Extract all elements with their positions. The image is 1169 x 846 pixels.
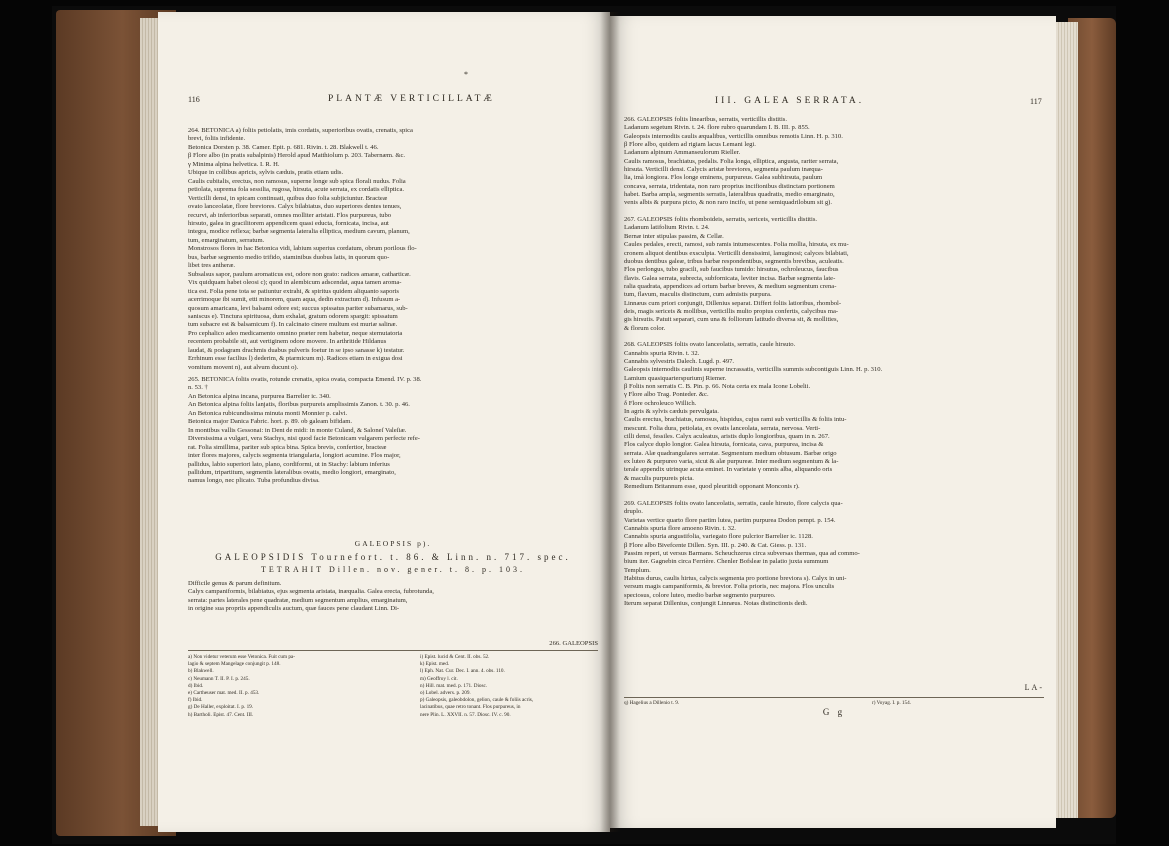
text-line bbox=[624, 333, 1044, 341]
text-line: Errhinum esse facilius l) dederim, & ptarmicum m). Radices etiam in exigua dosi bbox=[188, 355, 403, 363]
footnote-line: p) Galeopsis, galeobdolon, gelion, caule & foliis acris, bbox=[420, 697, 534, 704]
genus-description bbox=[188, 580, 598, 614]
entry-264 bbox=[188, 127, 598, 372]
text-line: γ Flore albo Trag. Ponteder. &c. bbox=[624, 391, 709, 399]
footnote-line: d) Ibid. bbox=[188, 682, 204, 689]
text-line: hirsuta. Verticilli densi. Calycis aristæ breviores, segmenta paulum inæqua- bbox=[624, 166, 823, 174]
footnote-line: k) Epist. med. bbox=[420, 661, 450, 668]
text-line: Remedium Britannum esse, quod pleuritidi opponant Monconis r). bbox=[624, 483, 800, 491]
text-line: namus longo, nec plicato. Tuba profundius divisa. bbox=[188, 477, 320, 485]
text-line: γ Minima alpina helvetica. I. R. H. bbox=[188, 160, 280, 168]
signature-mark: G g bbox=[822, 707, 846, 717]
footnote-line: g) De Haller, exploitat. I. p. 19. bbox=[188, 704, 254, 711]
page-number-right: 117 bbox=[1030, 97, 1042, 106]
left-page bbox=[158, 12, 610, 832]
text-line: Linnæus cum priori conjungit, Dillenius separat. Differt foliis latioribus, rhombol- bbox=[624, 299, 842, 307]
text-line: Caulis ramosus, brachiatus, pedalis. Folia longa, elliptica, angusta, rariter serrata, bbox=[624, 157, 839, 165]
text-line: 264. BETONICA a) foliis petiolatis, imis cordatis, superioribus ovatis, crenatis, spica bbox=[188, 127, 413, 134]
text-line: serrata. Alæ quadrangulares serratæ. Segmentum medium obtusum. Barbæ origo bbox=[624, 449, 837, 457]
genus-title: GALEOPSIS p). bbox=[354, 539, 432, 548]
text-line: 266. GALEOPSIS foliis linearibus, serratis, verticillis distitis. bbox=[624, 116, 788, 123]
text-line: Monstrosos flores in hac Betonica vidi, labium superius cordatum, obrum porilous flo- bbox=[188, 245, 417, 253]
text-line: cilli densi, fessiles. Calyx aculeatus, aristis duplo longioribus, quam in n. 267. bbox=[624, 433, 830, 441]
footnote-line: lagio & septem Mangelage conjungit p. 148. bbox=[188, 661, 281, 668]
text-line: hirsuto, galea in gracilitorem appendicem quasi educta, fornicata, incisa, aut bbox=[188, 219, 389, 227]
text-line: tum, flavum, maculis distinctum, cum admistis purpura. bbox=[624, 291, 772, 299]
text-line: An Betonica alpina foliis lanjatis, floribus purpureis amplissimis Zanon. t. 30. p. 46. bbox=[188, 401, 410, 409]
text-line: Cannabis spuria flore amoeno Rivin. t. 32. bbox=[624, 524, 736, 532]
page-number-left: 116 bbox=[188, 95, 200, 104]
text-line bbox=[624, 208, 1044, 216]
text-line: libet tres antheræ. bbox=[188, 262, 236, 270]
footnotes-right-column bbox=[420, 654, 533, 719]
text-line: cronem aliquot dentibus exsculpta. Verticilli densissimi, lanuginosi; calyces bilabiati, bbox=[624, 249, 849, 257]
text-line: In montibus vallis Gessonai: in Dent de midi: in monte Culand, & Saloneſ Valeſiæ. bbox=[188, 426, 407, 434]
footnote-line: f) Ibid. bbox=[188, 697, 203, 704]
text-line: δ Flore ochroleuco Willich. bbox=[624, 399, 697, 407]
text-line: inter flores majores, calycis segmenta triangularia, longiori acumine. Flos major, bbox=[188, 452, 401, 460]
text-line: tica est. Folia pene tota se patiuntur extrahi, & spiritus quidem aliquanto saporis bbox=[188, 287, 399, 295]
text-line: duobus dentibus galeæ, tribus barbæ respondentibus, segmentis brevibus, aculeatis. bbox=[624, 257, 844, 265]
footnote-line: a) Non videtur veterum esse Vetonica. Fuit cum pa- bbox=[188, 654, 295, 660]
text-line: petiolata, suprema fola sessilia, rugosa, hirsuta, acute serrata, ex cordatis elliptica. bbox=[188, 186, 405, 194]
text-line: quosum amaricans, levi balsami odore est; succus spissatus pariter subamarus, sub- bbox=[188, 304, 408, 312]
text-line: recentem probabile sit, aut vertiginem odore movere. In arthritide Hildanus bbox=[188, 338, 387, 346]
text-line: Flos perlongus, tubo gracili, sub faucibus tumido: hirsutus, ochroleucus, faucibus bbox=[624, 266, 839, 274]
text-line: ralia quadrata, appendices ad ortum barbæ breves, & medium segmentum crena- bbox=[624, 282, 837, 290]
text-line: Calyx campaniformis, bilabiatus, ejus segmenta aristata, inæqualia. Galea erecta, fubrotunda, bbox=[188, 588, 434, 596]
text-line: Passim reperi, ut versus Barmans. Scheuchzerus circa subversas thermas, qua ad commo- bbox=[624, 549, 860, 557]
right-page bbox=[610, 16, 1056, 828]
text-line: 265. BETONICA foliis ovatis, rotunde crenatis, spica ovata, compacta Emend. IV. p. 38. bbox=[188, 376, 422, 383]
text-line: Iterum separat Dillenius, conjungit Linnæus. Notas distinctionis dedi. bbox=[624, 599, 808, 607]
text-line: Caulis cubitalis, erectus, non ramosus, superne longe sub spica florali nudus. Folia bbox=[188, 177, 406, 185]
catchword-left: 266. GALEOPSIS bbox=[549, 640, 598, 647]
entries-266-269 bbox=[624, 116, 1044, 608]
text-line: 269. GALEOPSIS foliis ovato lanceolatis, serratis, caule hirsuto, flore calycis qua- bbox=[624, 499, 843, 507]
text-line: Ladanum segetum Rivin. t. 24. flore rubro quarundam I. B. III. p. 855. bbox=[624, 124, 810, 132]
footnote-line: n) Hill. mat. med. p. 171. Diosc. bbox=[420, 682, 488, 689]
text-line: & florum color. bbox=[624, 324, 666, 332]
text-line: 268. GALEOPSIS foliis ovato lanceolatis, serratis, caule hirsuto. bbox=[624, 341, 796, 349]
text-line: An Betonica rubicundissima minuta monti Monnier p. calvi. bbox=[188, 409, 348, 417]
footnote-line: e) Cartheuser mat. med. II. p. 453. bbox=[188, 690, 260, 697]
text-line: tum, emarginatum, serratum. bbox=[188, 236, 265, 244]
text-line: Bernæ inter stipulas passim, & Cellæ. bbox=[624, 232, 724, 240]
text-line: β Flore albo, quidem ad rigiam lacus Lemani legi. bbox=[624, 141, 756, 149]
text-line: β Flore albo (in pratis subalpinis) Herold apud Matthiolum p. 203. Tabernæm. &c. bbox=[188, 152, 406, 160]
text-line: In agris & sylvis cæduis pervulgata. bbox=[624, 408, 719, 416]
book-gutter bbox=[600, 12, 620, 832]
footnotes-left-column bbox=[188, 654, 295, 719]
text-line: habet. Barba ampla, segmentis serratis, lateralibus quadratis, medio emarginato, bbox=[624, 191, 835, 199]
text-line: Galeopsis internodiis caulinis superne incrassatis, verticillis summis subcontiguis Linn. H. p. 310. bbox=[624, 366, 883, 374]
text-line: Templum. bbox=[624, 566, 651, 574]
text-line: Lamium quasiquarterspuriumj Riemer. bbox=[624, 374, 727, 382]
text-line: versum magis campaniformis, & brevior. Folia prioris, nec majora. Flos unculis bbox=[624, 583, 835, 591]
text-line: concava, serrata, tridentata, non raro proprius incifionibus distinctam portionem bbox=[624, 182, 835, 190]
text-line: bium iter. Gagnebin circa Ferrière. Chenler Bofsleæ in palatio juxta summum bbox=[624, 558, 829, 566]
text-line: Ladanum alpinum Ammanseulorum Rieller. bbox=[624, 149, 741, 157]
footnote-line: nere Plin. L. XXVII. n. 57. Diosc. IV. c. 90. bbox=[420, 711, 511, 718]
text-line: Flos calyce duplo longior. Galea hirsuta, fornicata, cava, purpurea, incisa & bbox=[624, 441, 824, 449]
text-line: pallidus, labio superiori lato, plano, cordiformi, ut in Stachy: labium inferius bbox=[188, 460, 390, 468]
text-line: Galeopsis internodiis caulis æqualibus, verticillis omnibus remotis Linn. H. p. 310. bbox=[624, 132, 843, 140]
text-line: ex luteo & purpureo varia, sicut & alæ purpureæ. Inter medium segmentum & la- bbox=[624, 458, 839, 466]
footnote-line: lacinatibus, quae retro tonant. Flos purpureus, in bbox=[420, 704, 521, 711]
text-line: bus, barbæ segmento medio trifido, staminibus duobus latis, in quorum quo- bbox=[188, 253, 390, 261]
text-line: Ladanum latifolium Rivin. t. 24. bbox=[624, 224, 710, 232]
text-line: Caules pedales, erecti, ramosi, sub ramis intumescentes. Folia mollia, hirsuta, ex mu- bbox=[624, 241, 849, 249]
text-line: β Foliis non serratis C. B. Pin. p. 66. Nota certa ex mala Icone Lobelii. bbox=[624, 383, 811, 390]
text-line: Varietas vertice quarto flore partim lutea, partim purpurea Dodon pempt. p. 154. bbox=[624, 516, 836, 524]
footnote-line: m) Geoffroy l. cit. bbox=[420, 675, 458, 682]
text-line: mescunt. Folia dura, petiolata, ex ovatis lanceolata, serrata, nervosa. Verti- bbox=[624, 424, 821, 432]
text-line: tum subacre est & balsamicum f). In calcinato cinere multum est muriæ salinæ. bbox=[188, 321, 398, 329]
text-line: saniscus e). Tinctura spirituosa, dum exhalat, gratum odorem spargit: spissatum bbox=[188, 312, 398, 320]
text-line: gis hirsutis. Patuit separari, cum una & folliorum latitudo diversa sit, & mollities, bbox=[624, 316, 839, 324]
text-line: venis albis & purpura picto, & non raro incifo, ut pene semiquadrilobum sit g). bbox=[624, 199, 833, 207]
text-line: Cannabis spuria Rivin. t. 32. bbox=[624, 349, 700, 357]
text-line: Cannabis spuria angustifolia, variegato flore pulcrior Barrelier ic. 1128. bbox=[624, 533, 813, 541]
text-line: Ubique in collibus apricis, sylvis cæduis, pratis etiam udis. bbox=[188, 169, 344, 177]
text-line: speciosus, colore luteo, medio barbæ segmento purpureo. bbox=[624, 591, 776, 599]
genus-synonym-1: GALEOPSIDIS Tournefort. t. 86. & Linn. n. 717. spec. bbox=[215, 552, 571, 562]
text-line: integra, modice reflexa; barbæ segmenta lateralia elliptica, medium cavum, planum, bbox=[188, 228, 410, 236]
footnote-q: q) Hagelius a Dillenio t. 9. bbox=[624, 700, 680, 706]
text-line: Betonica major Danica Fabric. hort. p. 89. ob galeam bifidam. bbox=[188, 418, 353, 426]
catchword-right: LA- bbox=[1024, 683, 1044, 692]
text-line: Betonica Dorsten p. 38. Camer. Epit. p. 681. Rivin. t. 28. Blakwell t. 46. bbox=[188, 143, 379, 151]
text-line: Habitus durus, caulis hirtus, calycis segmenta pro portione breviora s). Calyx in uni- bbox=[624, 574, 847, 582]
text-line: 267. GALEOPSIS foliis rhomboideis, serratis, sericeis, verticillis distitis. bbox=[624, 216, 818, 224]
text-line: β Flore albo Bivefcente Dillen. Syn. III. p. 240. & Cat. Giess. p. 131. bbox=[624, 541, 807, 549]
ink-mark: * bbox=[464, 70, 468, 79]
text-line: n. 53. † bbox=[188, 384, 208, 392]
text-line: Diversissima a vulgari, vera Stachys, nisi quod facie Betonicam vulgarem perfecte refe- bbox=[188, 435, 420, 443]
text-line: Pro cephalico adeo medicamento omnino præter rem habetur, neque sternutatoria bbox=[188, 329, 403, 337]
text-line: laudat, & podagram drachmis duabus pulveris foetur in se ipso sanasse k) testatur. bbox=[188, 346, 405, 354]
text-line: druplo. bbox=[624, 508, 643, 516]
text-line: terale appendix utrinque acuta eminet. In varietate γ omnis alba, aliquando oris bbox=[624, 466, 833, 474]
genus-synonym-2: TETRAHIT Dillen. nov. gener. t. 8. p. 103. bbox=[261, 565, 525, 574]
text-line: Subsalsus sapor, paulum aromaticus est, odore non grato: radices amaræ, catharticæ. bbox=[188, 270, 411, 278]
text-line bbox=[624, 491, 1044, 499]
text-line: Caulis erectus, brachiatus, ramosus, hispidus, cujus rami sub verticillis & foliis intu- bbox=[624, 416, 847, 424]
footnote-line: o) Lobel. advers. p. 209. bbox=[420, 690, 471, 697]
running-head-right: III. GALEA SERRATA. bbox=[715, 96, 865, 106]
text-line: flavis. Galea serrata, subrecta, subfornicata, leviter incisa. Barbæ segmenta late- bbox=[624, 274, 836, 282]
footnote-line: c) Neumann T. II. P. I. p. 245. bbox=[188, 675, 250, 682]
text-line: Vix quidquam habet oleosi c); quod in alembicum adscendat, aqua tamen aroma- bbox=[188, 279, 402, 287]
footnote-line: i) Epist. lucid & Cent. II. obs. 52. bbox=[420, 654, 490, 660]
text-line: Cannabis sylvestris Dalech. Lugd. p. 497. bbox=[624, 357, 735, 365]
footnote-rule-left bbox=[188, 650, 598, 651]
text-line: vomitum movent n), aut alvum ducunt o). bbox=[188, 363, 299, 371]
text-line: & maculis purpureis picta. bbox=[624, 474, 694, 482]
footnote-rule-right bbox=[624, 697, 1044, 698]
text-line: deis, magis sericeis & mollibus, verticillis multo propius confertis, calycibus ma- bbox=[624, 307, 839, 315]
text-line: Verticilli densi, in spicam continuati, quibus duo folia subjiciuntur. Bracteæ bbox=[188, 194, 388, 202]
footnote-line: l) Eph. Nat. Cur. Dec. I. ann. 4. obs. 110. bbox=[420, 668, 505, 675]
text-line: acerrimoque ibi sumit, etti minorem, quam aqua, dedin extractum d). Infusum a- bbox=[188, 296, 401, 304]
footnote-r: r) Voyag. I. p. 154. bbox=[872, 700, 911, 706]
text-line: brevi, foliis infidente. bbox=[188, 135, 246, 143]
text-line: lia, imà longiora. Flos longe eminens, purpureus. Galea subhirsuta, paulum bbox=[624, 174, 823, 182]
text-line: ovato lanceolatæ, flore breviores. Calyx bilabiatus, duo superiores dentes tenues, bbox=[188, 203, 402, 211]
footnote-line: b) Blakwell. bbox=[188, 668, 214, 675]
entry-265 bbox=[188, 376, 598, 486]
text-line: rat. Folia simillima, pariter sub spica bina. Spica brevis, confertior, bracteæ bbox=[188, 443, 387, 451]
text-line: An Betonica alpina incana, purpurea Barrelier ic. 340. bbox=[188, 392, 331, 400]
text-line: Difficile genus & parum definitum. bbox=[188, 580, 282, 587]
text-line: serrata: partes laterales pene quadratæ, medium segmentum amplius, emarginatum, bbox=[188, 596, 408, 604]
text-line: pallidum, tripartitum, segmentis lateralibus ovatis, medio longiori, emarginato, bbox=[188, 468, 396, 476]
footnote-line: h) Bartholi. Epist. 47. Cent. III. bbox=[188, 711, 254, 718]
running-head-left: PLANTÆ VERTICILLATÆ bbox=[328, 94, 495, 104]
text-line: in origine sua propriis appendiculis auctum, quæ fauces pene claudant Linn. Di- bbox=[188, 605, 400, 613]
text-line: recurvi, ab inferioribus separati, omnes molliter aristati. Flos purpureus, tubo bbox=[188, 211, 392, 219]
